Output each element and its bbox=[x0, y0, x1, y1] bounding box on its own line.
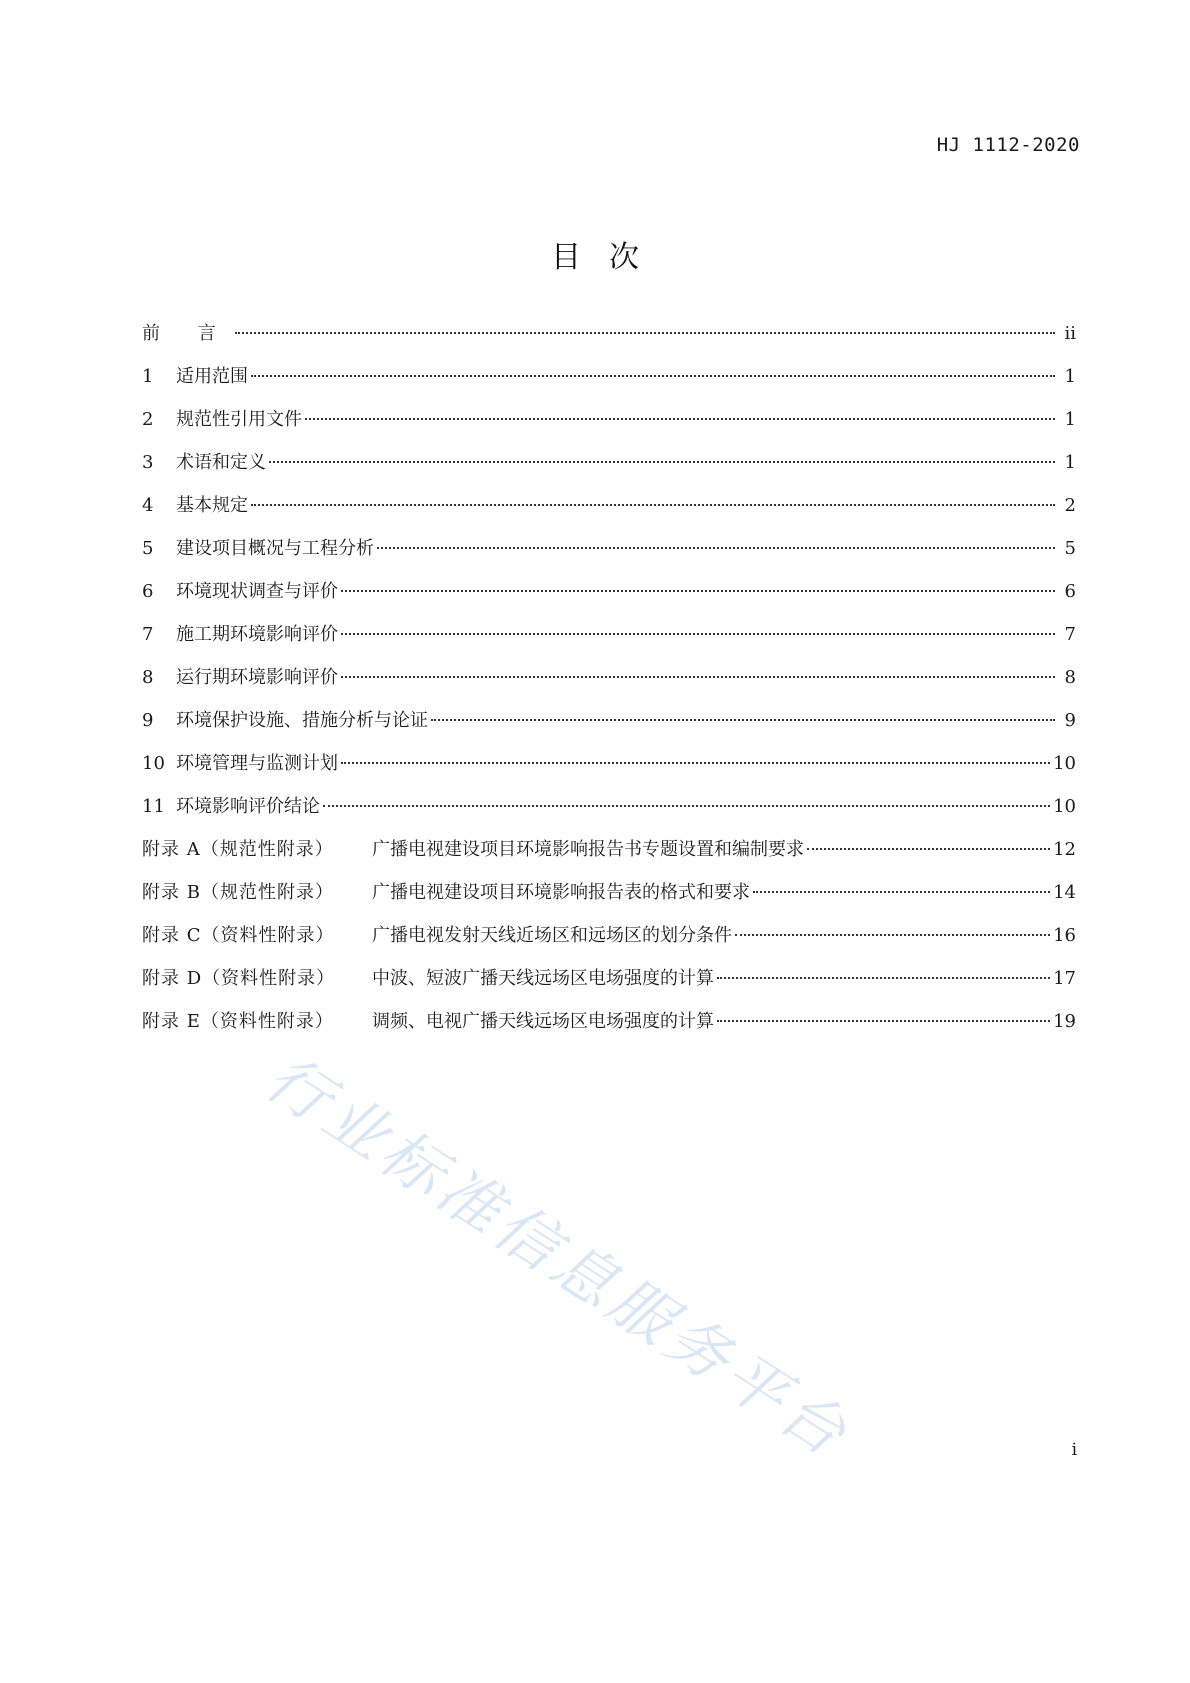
toc-entry-text: 术语和定义 bbox=[176, 452, 266, 473]
toc-appendix-b[interactable] bbox=[142, 881, 1076, 924]
dot-leader bbox=[305, 418, 1055, 420]
toc-appendix-a[interactable] bbox=[142, 838, 1076, 881]
appendix-page: 12 bbox=[1053, 839, 1076, 860]
dot-leader bbox=[753, 891, 1050, 893]
toc-entry-1[interactable] bbox=[142, 365, 1076, 408]
dot-leader bbox=[235, 332, 1055, 334]
toc-entry-page: 6 bbox=[1064, 581, 1076, 602]
appendix-title: 广播电视发射天线近场区和远场区的划分条件 bbox=[372, 925, 732, 946]
toc-entry-text: 建设项目概况与工程分析 bbox=[176, 538, 374, 559]
appendix-page: 19 bbox=[1053, 1011, 1076, 1032]
toc-entry-text: 环境保护设施、措施分析与论证 bbox=[176, 710, 428, 731]
toc-entry-6[interactable] bbox=[142, 580, 1076, 623]
toc-entry-text: 运行期环境影响评价 bbox=[176, 667, 338, 688]
toc-entry-4[interactable] bbox=[142, 494, 1076, 537]
dot-leader bbox=[341, 590, 1055, 592]
toc-entry-text: 适用范围 bbox=[176, 366, 248, 387]
appendix-title: 广播电视建设项目环境影响报告表的格式和要求 bbox=[372, 882, 750, 903]
dot-leader bbox=[251, 375, 1055, 377]
toc-entry-number: 7 bbox=[142, 624, 154, 645]
appendix-label: 附录 B（规范性附录） bbox=[142, 882, 334, 903]
toc-entry-number: 4 bbox=[142, 495, 154, 516]
toc-entry-text: 环境管理与监测计划 bbox=[176, 753, 338, 774]
dot-leader bbox=[377, 547, 1055, 549]
dot-leader bbox=[341, 633, 1055, 635]
page-number: i bbox=[1071, 1440, 1077, 1460]
dot-leader bbox=[807, 848, 1050, 850]
toc-entry-page: 9 bbox=[1064, 710, 1076, 731]
toc-entry-page: 5 bbox=[1064, 538, 1076, 559]
toc-entry-3[interactable] bbox=[142, 451, 1076, 494]
appendix-title: 中波、短波广播天线远场区电场强度的计算 bbox=[372, 968, 714, 989]
toc-entry-text: 环境影响评价结论 bbox=[176, 796, 320, 817]
toc-entry-number: 3 bbox=[142, 452, 154, 473]
toc-appendix-c[interactable] bbox=[142, 924, 1076, 967]
appendix-label: 附录 D（资料性附录） bbox=[142, 968, 336, 989]
dot-leader bbox=[431, 719, 1055, 721]
toc-entry-text: 施工期环境影响评价 bbox=[176, 624, 338, 645]
toc-entry-page: 2 bbox=[1064, 495, 1076, 516]
dot-leader bbox=[735, 934, 1050, 936]
toc-entry-number: 6 bbox=[142, 581, 154, 602]
appendix-title: 调频、电视广播天线远场区电场强度的计算 bbox=[372, 1011, 714, 1032]
toc-entry-text: 基本规定 bbox=[176, 495, 248, 516]
appendix-label: 附录 C（资料性附录） bbox=[142, 925, 335, 946]
appendix-page: 16 bbox=[1053, 925, 1076, 946]
toc-entry-page: ii bbox=[1064, 323, 1076, 344]
toc-entry-8[interactable] bbox=[142, 666, 1076, 709]
appendix-label: 附录 E（资料性附录） bbox=[142, 1011, 334, 1032]
toc-entry-number: 10 bbox=[142, 753, 165, 774]
standard-code: HJ 1112-2020 bbox=[936, 134, 1080, 156]
dot-leader bbox=[269, 461, 1055, 463]
toc-entry-number: 11 bbox=[142, 796, 165, 817]
toc-entry-page: 10 bbox=[1053, 796, 1076, 817]
toc-entry-2[interactable] bbox=[142, 408, 1076, 451]
toc-entry-7[interactable] bbox=[142, 623, 1076, 666]
toc-entry-page: 7 bbox=[1064, 624, 1076, 645]
toc-entry-5[interactable] bbox=[142, 537, 1076, 580]
toc-entry-number: 1 bbox=[142, 366, 154, 387]
toc-entry-9[interactable] bbox=[142, 709, 1076, 752]
appendix-page: 14 bbox=[1053, 882, 1076, 903]
toc-entry-text: 环境现状调查与评价 bbox=[176, 581, 338, 602]
toc-entry-page: 1 bbox=[1064, 409, 1076, 430]
dot-leader bbox=[717, 977, 1050, 979]
appendix-page: 17 bbox=[1053, 968, 1076, 989]
watermark: 行业标准信息服务平台 bbox=[253, 1040, 864, 1473]
toc-appendix-e[interactable] bbox=[142, 1010, 1076, 1053]
table-of-contents bbox=[142, 322, 1076, 1053]
toc-entry-text: 前 言 bbox=[142, 323, 232, 344]
dot-leader bbox=[341, 762, 1050, 764]
dot-leader bbox=[251, 504, 1055, 506]
toc-entry-number: 8 bbox=[142, 667, 154, 688]
toc-appendix-d[interactable] bbox=[142, 967, 1076, 1010]
toc-entry-11[interactable] bbox=[142, 795, 1076, 838]
toc-entry-10[interactable] bbox=[142, 752, 1076, 795]
dot-leader bbox=[341, 676, 1055, 678]
appendix-label: 附录 A（规范性附录） bbox=[142, 839, 334, 860]
toc-entry-page: 1 bbox=[1064, 452, 1076, 473]
appendix-title: 广播电视建设项目环境影响报告书专题设置和编制要求 bbox=[372, 839, 804, 860]
toc-entry-page: 10 bbox=[1053, 753, 1076, 774]
dot-leader bbox=[323, 805, 1050, 807]
page-title: 目次 bbox=[551, 240, 667, 275]
toc-entry-foreword[interactable] bbox=[142, 322, 1076, 365]
toc-entry-number: 9 bbox=[142, 710, 154, 731]
toc-entry-number: 5 bbox=[142, 538, 154, 559]
toc-entry-page: 8 bbox=[1064, 667, 1076, 688]
toc-entry-page: 1 bbox=[1064, 366, 1076, 387]
dot-leader bbox=[717, 1020, 1050, 1022]
toc-entry-number: 2 bbox=[142, 409, 154, 430]
toc-entry-text: 规范性引用文件 bbox=[176, 409, 302, 430]
